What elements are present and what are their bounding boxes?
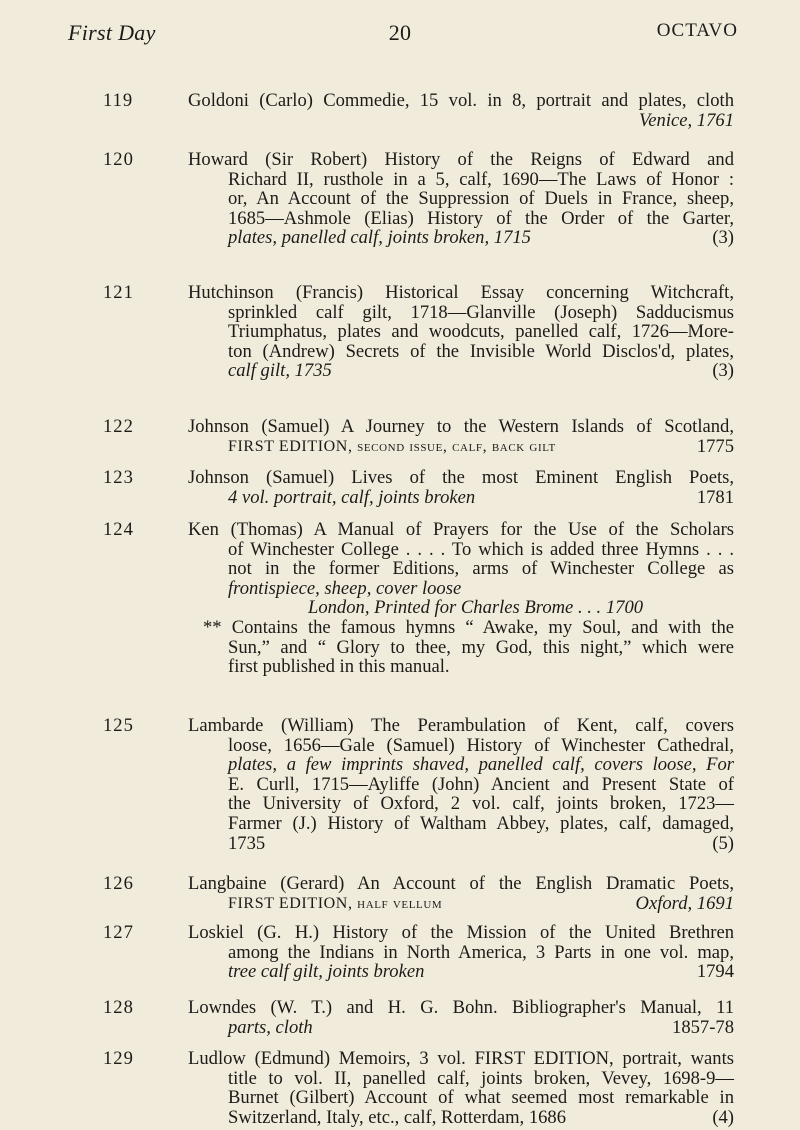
description-line: calf gilt, 1735 — [228, 360, 332, 382]
description-line: among the Indians in North America, 3 Parts in one vol. map, — [228, 941, 734, 963]
lot-number: 124 — [103, 519, 134, 540]
lot-number: 127 — [103, 922, 134, 943]
description-line: E. Curll, 1715—Ayliffe (John) Ancient and Present State of — [228, 773, 734, 795]
description-line: Lambarde (William) The Perambulation of Kent, calf, covers — [188, 715, 734, 736]
note-line: Sun,” and “ Glory to thee, my God, this night,” which were — [228, 636, 734, 658]
lot-number: 119 — [103, 90, 134, 111]
description-line: Howard (Sir Robert) History of the Reigns of Edward and — [188, 149, 734, 170]
description-line: 1735 — [228, 832, 266, 854]
description-line: loose, 1656—Gale (Samuel) History of Winchester Cathedral, — [228, 734, 734, 756]
description-line: plates, a few imprints shaved, panelled calf, covers loose, For — [228, 754, 734, 776]
description-line: or, An Account of the Suppression of Duels in France, sheep, — [228, 188, 734, 210]
lot-number: 129 — [103, 1048, 134, 1069]
description-line: the University of Oxford, 2 vol. calf, joints broken, 1723— — [228, 793, 734, 815]
description-line: Ludlow (Edmund) Memoirs, 3 vol. FIRST EDITION, portrait, wants — [188, 1048, 734, 1069]
description-line: Triumphatus, plates and woodcuts, panelled calf, 1726—More- — [228, 321, 734, 343]
running-head-format: OCTAVO — [656, 20, 738, 41]
lot-date: 1781 — [696, 486, 734, 508]
description-line: frontispiece, sheep, cover loose — [228, 577, 462, 599]
description-line: parts, cloth — [228, 1016, 313, 1038]
description-line: Goldoni (Carlo) Commedie, 15 vol. in 8, portrait and plates, cloth — [188, 90, 734, 111]
note-line: ** Contains the famous hymns “ Awake, my Soul, and with the — [203, 616, 734, 638]
imprint-line: London, Printed for Charles Brome . . . 1700 — [308, 597, 644, 619]
lot-number: 126 — [103, 873, 134, 894]
lot-date: 1794 — [696, 961, 734, 983]
lot-description — [188, 283, 734, 381]
page-header — [0, 20, 800, 50]
lot-description — [188, 417, 734, 456]
description-line: Johnson (Samuel) A Journey to the Western Islands of Scotland, — [188, 416, 734, 437]
lot-imprint: Oxford, 1691 — [635, 892, 734, 914]
description-line: FIRST EDITION, half vellum — [228, 894, 443, 912]
description-line: of Winchester College . . . . To which is added three Hymns . . . — [228, 538, 734, 560]
description-line: sprinkled calf gilt, 1718—Glanville (Joseph) Sadducismus — [228, 301, 734, 323]
lot-number: 120 — [103, 149, 134, 170]
note-line: first published in this manual. — [228, 656, 450, 678]
description-line: 1685—Ashmole (Elias) History of the Order of the Garter, — [228, 207, 734, 229]
description-line: 4 vol. portrait, calf, joints broken — [228, 486, 476, 508]
running-head-day: First Day — [68, 20, 156, 45]
lot-description — [188, 1049, 734, 1127]
lot-description — [188, 874, 734, 913]
lot-description — [188, 150, 734, 248]
lot-count: (3) — [712, 227, 734, 249]
lot-description — [188, 91, 734, 130]
description-line: Hutchinson (Francis) Historical Essay concerning Witchcraft, — [188, 282, 734, 303]
description-line: Loskiel (G. H.) History of the Mission of the United Brethren — [188, 922, 734, 943]
lot-number: 128 — [103, 997, 134, 1018]
description-line: Burnet (Gilbert) Account of what seemed most remarkable in — [228, 1087, 734, 1109]
description-line: plates, panelled calf, joints broken, 1715 — [228, 227, 531, 249]
description-line: Johnson (Samuel) Lives of the most Eminent English Poets, — [188, 467, 734, 488]
description-line: Richard II, rusthole in a 5, calf, 1690—The Laws of Honor : — [228, 168, 734, 190]
description-line: Ken (Thomas) A Manual of Prayers for the Use of the Scholars — [188, 519, 734, 540]
description-line: not in the former Editions, arms of Winchester College as — [228, 558, 734, 580]
lot-number: 121 — [103, 282, 134, 303]
description-line: title to vol. II, panelled calf, joints broken, Vevey, 1698-9— — [228, 1067, 734, 1089]
lot-date: 1857-78 — [672, 1016, 734, 1038]
lot-description — [188, 520, 734, 677]
lot-count: (5) — [712, 832, 734, 854]
description-line: Venice, 1761 — [638, 109, 734, 131]
page-number: 20 — [388, 20, 412, 45]
description-line: FIRST EDITION, second issue, calf, back gilt — [228, 437, 556, 455]
description-line: Langbaine (Gerard) An Account of the English Dramatic Poets, — [188, 873, 734, 894]
lot-description — [188, 998, 734, 1037]
lot-number: 123 — [103, 467, 134, 488]
lot-description — [188, 716, 734, 853]
lot-number: 125 — [103, 715, 134, 736]
lot-number: 122 — [103, 416, 134, 437]
lot-description — [188, 468, 734, 507]
description-line: Farmer (J.) History of Waltham Abbey, plates, calf, damaged, — [228, 812, 734, 834]
lot-count: (4) — [712, 1106, 734, 1128]
description-line: Switzerland, Italy, etc., calf, Rotterdam, 1686 — [228, 1106, 567, 1128]
lot-date: 1775 — [696, 435, 734, 457]
lot-count: (3) — [712, 360, 734, 382]
lot-description — [188, 923, 734, 982]
description-line: ton (Andrew) Secrets of the Invisible World Disclos'd, plates, — [228, 340, 734, 362]
description-line: tree calf gilt, joints broken — [228, 961, 425, 983]
description-line: Lowndes (W. T.) and H. G. Bohn. Bibliographer's Manual, 11 — [188, 997, 734, 1018]
